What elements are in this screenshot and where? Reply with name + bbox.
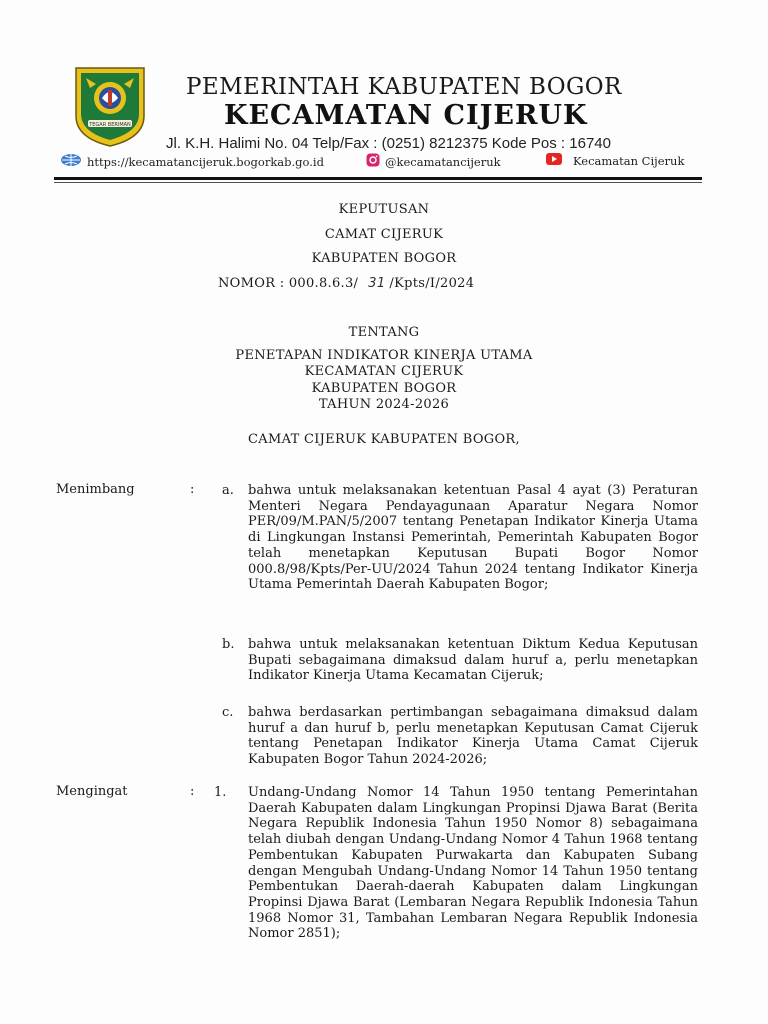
website-link[interactable]: https://kecamatancijeruk.bogorkab.go.id [87, 154, 324, 169]
letterhead-government-name: PEMERINTAH KABUPATEN BOGOR [186, 74, 622, 100]
letterhead-divider-thick [54, 177, 702, 180]
instagram-icon [366, 153, 380, 170]
decree-number-suffix: /Kpts/I/2024 [389, 276, 475, 291]
issuer-statement: CAMAT CIJERUK KABUPATEN BOGOR, [248, 432, 520, 447]
instagram-handle[interactable]: @kecamatancijeruk [385, 154, 501, 169]
youtube-contact [546, 153, 684, 168]
menimbang-item-b: bahwa untuk melaksanakan ketentuan Diktum Kedua Keputusan Bupati sebagaimana dimaksud dalam huruf a, perlu menetapkan Indikator Kinerja Utama Kecamatan Cijeruk; [248, 637, 698, 684]
subject-line-1: PENETAPAN INDIKATOR KINERJA UTAMA [235, 348, 533, 363]
menimbang-colon: : [190, 482, 195, 497]
decree-number [218, 276, 474, 291]
decree-number-handwritten: 31 [368, 276, 386, 291]
subject-line-4: TAHUN 2024-2026 [318, 397, 450, 412]
website-contact [60, 153, 324, 170]
menimbang-label: Menimbang [56, 482, 135, 497]
mengingat-colon: : [190, 784, 195, 799]
decree-number-prefix: NOMOR : 000.8.6.3/ [218, 276, 359, 291]
letterhead-divider-thin [54, 182, 702, 183]
letterhead-address: Jl. K.H. Halimi No. 04 Telp/Fax : (0251) 8212375 Kode Pos : 16740 [166, 135, 611, 152]
youtube-channel[interactable]: Kecamatan Cijeruk [573, 153, 685, 168]
svg-text:TEGAR BERIMAN: TEGAR BERIMAN [89, 122, 131, 128]
letterhead-office-name: KECAMATAN CIJERUK [224, 100, 588, 131]
decree-issuer-title: CAMAT CIJERUK [324, 227, 444, 242]
tentang-heading: TENTANG [348, 325, 420, 340]
menimbang-marker-a: a. [222, 483, 234, 498]
bogor-regency-emblem-icon [72, 64, 148, 148]
menimbang-marker-c: c. [222, 705, 234, 720]
youtube-icon [546, 153, 562, 168]
decree-regency: KABUPATEN BOGOR [311, 251, 457, 266]
mengingat-item-1: Undang-Undang Nomor 14 Tahun 1950 tentang Pemerintahan Daerah Kabupaten dalam Lingkungan Propinsi Djawa Barat (Berita Negara Republik Indonesia Tahun 1950 Nomor 8) sebagaimana telah diubah dengan Undang-Undang Nomor 4 Tahun 1968 tentang Pembentukan Kabupaten Purwakarta dan Kabupaten Subang dengan Mengubah Undang-Undang Nomor 14 Tahun 1950 tentang Pembentukan Daerah-daerah Kabupaten dalam Lingkungan Propinsi Djawa Barat (Lembaran Negara Republik Indonesia Tahun 1968 Nomor 31, Tambahan Lembaran Negara Republik Indonesia Nomor 2851); [248, 785, 698, 942]
menimbang-item-a: bahwa untuk melaksanakan ketentuan Pasal 4 ayat (3) Peraturan Menteri Negara Pendayagunaan Aparatur Negara Nomor PER/09/M.PAN/5/2007 tentang Penetapan Indikator Kinerja Utama di Lingkungan Instansi Pemerintah, Pemerintah Kabupaten Bogor telah menetapkan Keputusan Bupati Bogor Nomor 000.8/98/Kpts/Per-UU/2024 Tahun 2024 tentang Indikator Kinerja Utama Pemerintah Daerah Kabupaten Bogor; [248, 483, 698, 593]
letterhead-contacts [60, 153, 700, 171]
mengingat-marker-1: 1. [214, 785, 227, 800]
decree-heading: KEPUTUSAN [338, 202, 430, 217]
mengingat-label: Mengingat [56, 784, 128, 799]
subject-line-3: KABUPATEN BOGOR [311, 381, 457, 396]
globe-icon [60, 153, 82, 170]
instagram-contact [366, 153, 501, 170]
subject-line-2: KECAMATAN CIJERUK [304, 364, 464, 379]
menimbang-item-c: bahwa berdasarkan pertimbangan sebagaimana dimaksud dalam huruf a dan huruf b, perlu menetapkan Keputusan Camat Cijeruk tentang Penetapan Indikator Kinerja Utama Camat Cijeruk Kabupaten Bogor Tahun 2024-2026; [248, 705, 698, 768]
menimbang-marker-b: b. [222, 637, 235, 652]
